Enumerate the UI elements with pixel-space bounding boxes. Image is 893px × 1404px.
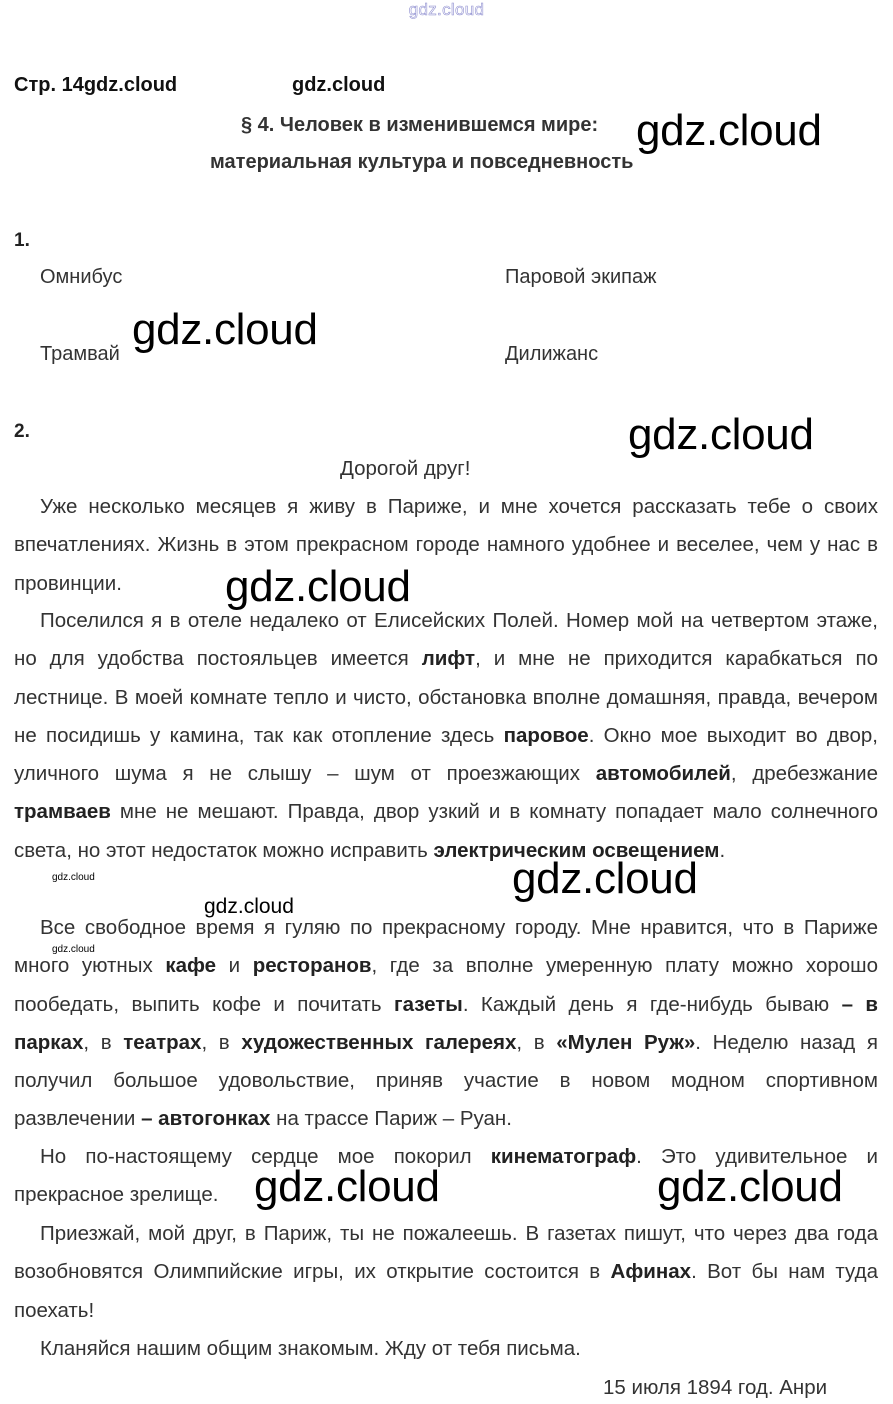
- watermark: gdz.cloud: [52, 872, 95, 883]
- highlighted-term: художественных галереях: [241, 1030, 517, 1054]
- paragraph-text: Уже несколько месяцев я живу в Париже, и мне хочется рассказать тебе о своих впечатлениях. Жизнь в этом прекрасном городе намного удобнее и веселее, чем у нас в провинции.: [14, 495, 878, 595]
- highlighted-term: кафе: [165, 954, 217, 978]
- site-label: gdz.cloud: [292, 74, 386, 96]
- task1-item-steam-carriage: Паровой экипаж: [505, 266, 657, 288]
- paragraph-text: Но по-настоящему сердце мое покорил: [40, 1145, 491, 1168]
- paragraph-text: . Каждый день я где-нибудь бываю: [462, 992, 842, 1016]
- paragraph-text: Все свободное время я гуляю по прекрасному городу. Мне нравится, что в Париже много уютных: [14, 916, 878, 978]
- watermark: gdz.cloud: [636, 106, 822, 155]
- highlighted-term: театрах: [123, 1030, 202, 1054]
- highlighted-term: трамваев: [14, 800, 111, 824]
- letter-greeting: Дорогой друг!: [340, 457, 471, 480]
- section-title-line2: материальная культура и повседневность: [210, 151, 634, 173]
- watermark: gdz.cloud: [512, 854, 698, 903]
- letter-paragraph-5: [14, 1215, 878, 1330]
- letter-signature: 15 июля 1894 год. Анри: [603, 1376, 828, 1399]
- watermark: gdz.cloud: [204, 895, 294, 918]
- paragraph-text: . Вот бы нам туда поехать!: [14, 1260, 878, 1322]
- watermark: gdz.cloud: [628, 410, 814, 459]
- page-reference-suffix: gdz.cloud: [83, 74, 178, 96]
- paragraph-text: и: [216, 954, 253, 978]
- task1-item-omnibus: Омнибус: [40, 266, 123, 288]
- paragraph-text: Поселился я в отеле недалеко от Елисейских Полей. Номер мой на четвертом этаже, но для удобства постояльцев имеется: [14, 609, 878, 671]
- paragraph-text: .: [719, 838, 726, 862]
- top-watermark: gdz.cloud: [408, 0, 485, 19]
- page-reference: [14, 74, 177, 97]
- watermark: gdz.cloud: [52, 944, 95, 955]
- section-title-line1: § 4. Человек в изменившемся мире:: [241, 114, 599, 136]
- paragraph-text: , дребезжание: [730, 762, 879, 786]
- paragraph-text: , в: [516, 1030, 557, 1054]
- highlighted-term: ресторанов: [252, 954, 372, 978]
- letter-paragraph-3: [14, 909, 878, 1139]
- letter-paragraph-2: [14, 602, 878, 870]
- page-reference-label: Стр. 14: [14, 74, 84, 96]
- paragraph-text: . Это удивительное и прекрасное зрелище.: [14, 1145, 879, 1207]
- paragraph-text: , в: [201, 1030, 242, 1054]
- paragraph-text: , где за вполне умеренную плату можно хорошо пообедать, выпить кофе и почитать: [14, 954, 878, 1016]
- task1-number: 1.: [14, 230, 30, 251]
- highlighted-term: Афинах: [610, 1260, 692, 1284]
- paragraph-text: мне не мешают. Правда, двор узкий и в комнату попадает мало солнечного света, но этот недостаток можно исправить: [14, 800, 878, 862]
- highlighted-term: паровое: [503, 723, 589, 747]
- highlighted-term: лифт: [421, 647, 476, 671]
- paragraph-text: , и мне не приходится карабкаться по лестнице. В моей комнате тепло и чисто, обстановка вполне домашняя, правда, вечером не посидишь у камина, так как отопление здесь: [14, 647, 878, 747]
- highlighted-term: – в парках: [14, 992, 879, 1054]
- highlighted-term: «Мулен Руж»: [556, 1030, 696, 1054]
- highlighted-term: автомобилей: [595, 762, 731, 786]
- paragraph-text: , в: [83, 1030, 124, 1054]
- paragraph-text: Кланяйся нашим общим знакомым. Жду от тебя письма.: [40, 1337, 581, 1360]
- paragraph-text: на трассе Париж – Руан.: [270, 1107, 512, 1131]
- paragraph-text: . Окно мое выходит во двор, уличного шума я не слышу – шум от проезжающих: [14, 723, 878, 786]
- paragraph-text: . Неделю назад я получил большое удовольствие, приняв участие в новом модном спортивном развлечении: [14, 1030, 879, 1131]
- task1-item-stagecoach: Дилижанс: [505, 343, 599, 365]
- watermark: gdz.cloud: [225, 562, 411, 611]
- highlighted-term: газеты: [394, 992, 463, 1016]
- watermark: gdz.cloud: [254, 1162, 440, 1211]
- highlighted-term: электрическим освещением: [433, 838, 720, 862]
- highlighted-term: кинематограф: [490, 1145, 637, 1168]
- task1-item-tram: Трамвай: [40, 343, 120, 365]
- watermark: gdz.cloud: [657, 1162, 843, 1211]
- letter-paragraph-6: [14, 1330, 878, 1368]
- letter-paragraph-1: [14, 488, 878, 603]
- paragraph-text: Приезжай, мой друг, в Париж, ты не пожалеешь. В газетах пишут, что через два года возобновятся Олимпийские игры, их открытие состоится в: [14, 1222, 878, 1284]
- watermark: gdz.cloud: [132, 305, 318, 354]
- highlighted-term: – автогонках: [141, 1107, 271, 1131]
- task2-number: 2.: [14, 421, 30, 442]
